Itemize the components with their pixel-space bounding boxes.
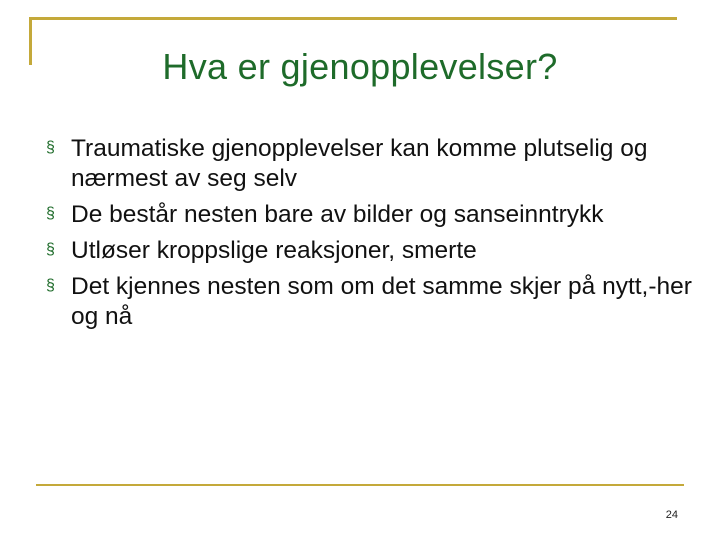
bullet-text: Traumatiske gjenopplevelser kan komme plutselig og nærmest av seg selv [71,135,648,192]
bullet-item [44,236,694,266]
bullet-item [44,272,694,332]
bullet-marker-icon: § [46,277,55,294]
page-number: 24 [665,509,678,521]
bullet-item [44,134,694,194]
slide-title: Hva er gjenopplevelser? [162,46,558,87]
bullet-text: Utløser kroppslige reaksjoner, smerte [71,237,477,264]
bullet-marker-icon: § [46,205,55,222]
bottom-accent-line [36,484,684,486]
bullet-marker-icon: § [46,139,55,156]
bullet-item [44,200,694,230]
bullet-text: Det kjennes nesten som om det samme skjer på nytt,-her og nå [71,273,692,330]
top-accent-line [29,17,677,20]
bullet-text: De består nesten bare av bilder og sanseinntrykk [71,201,604,228]
bullet-list [44,134,694,338]
bullet-marker-icon: § [46,241,55,258]
